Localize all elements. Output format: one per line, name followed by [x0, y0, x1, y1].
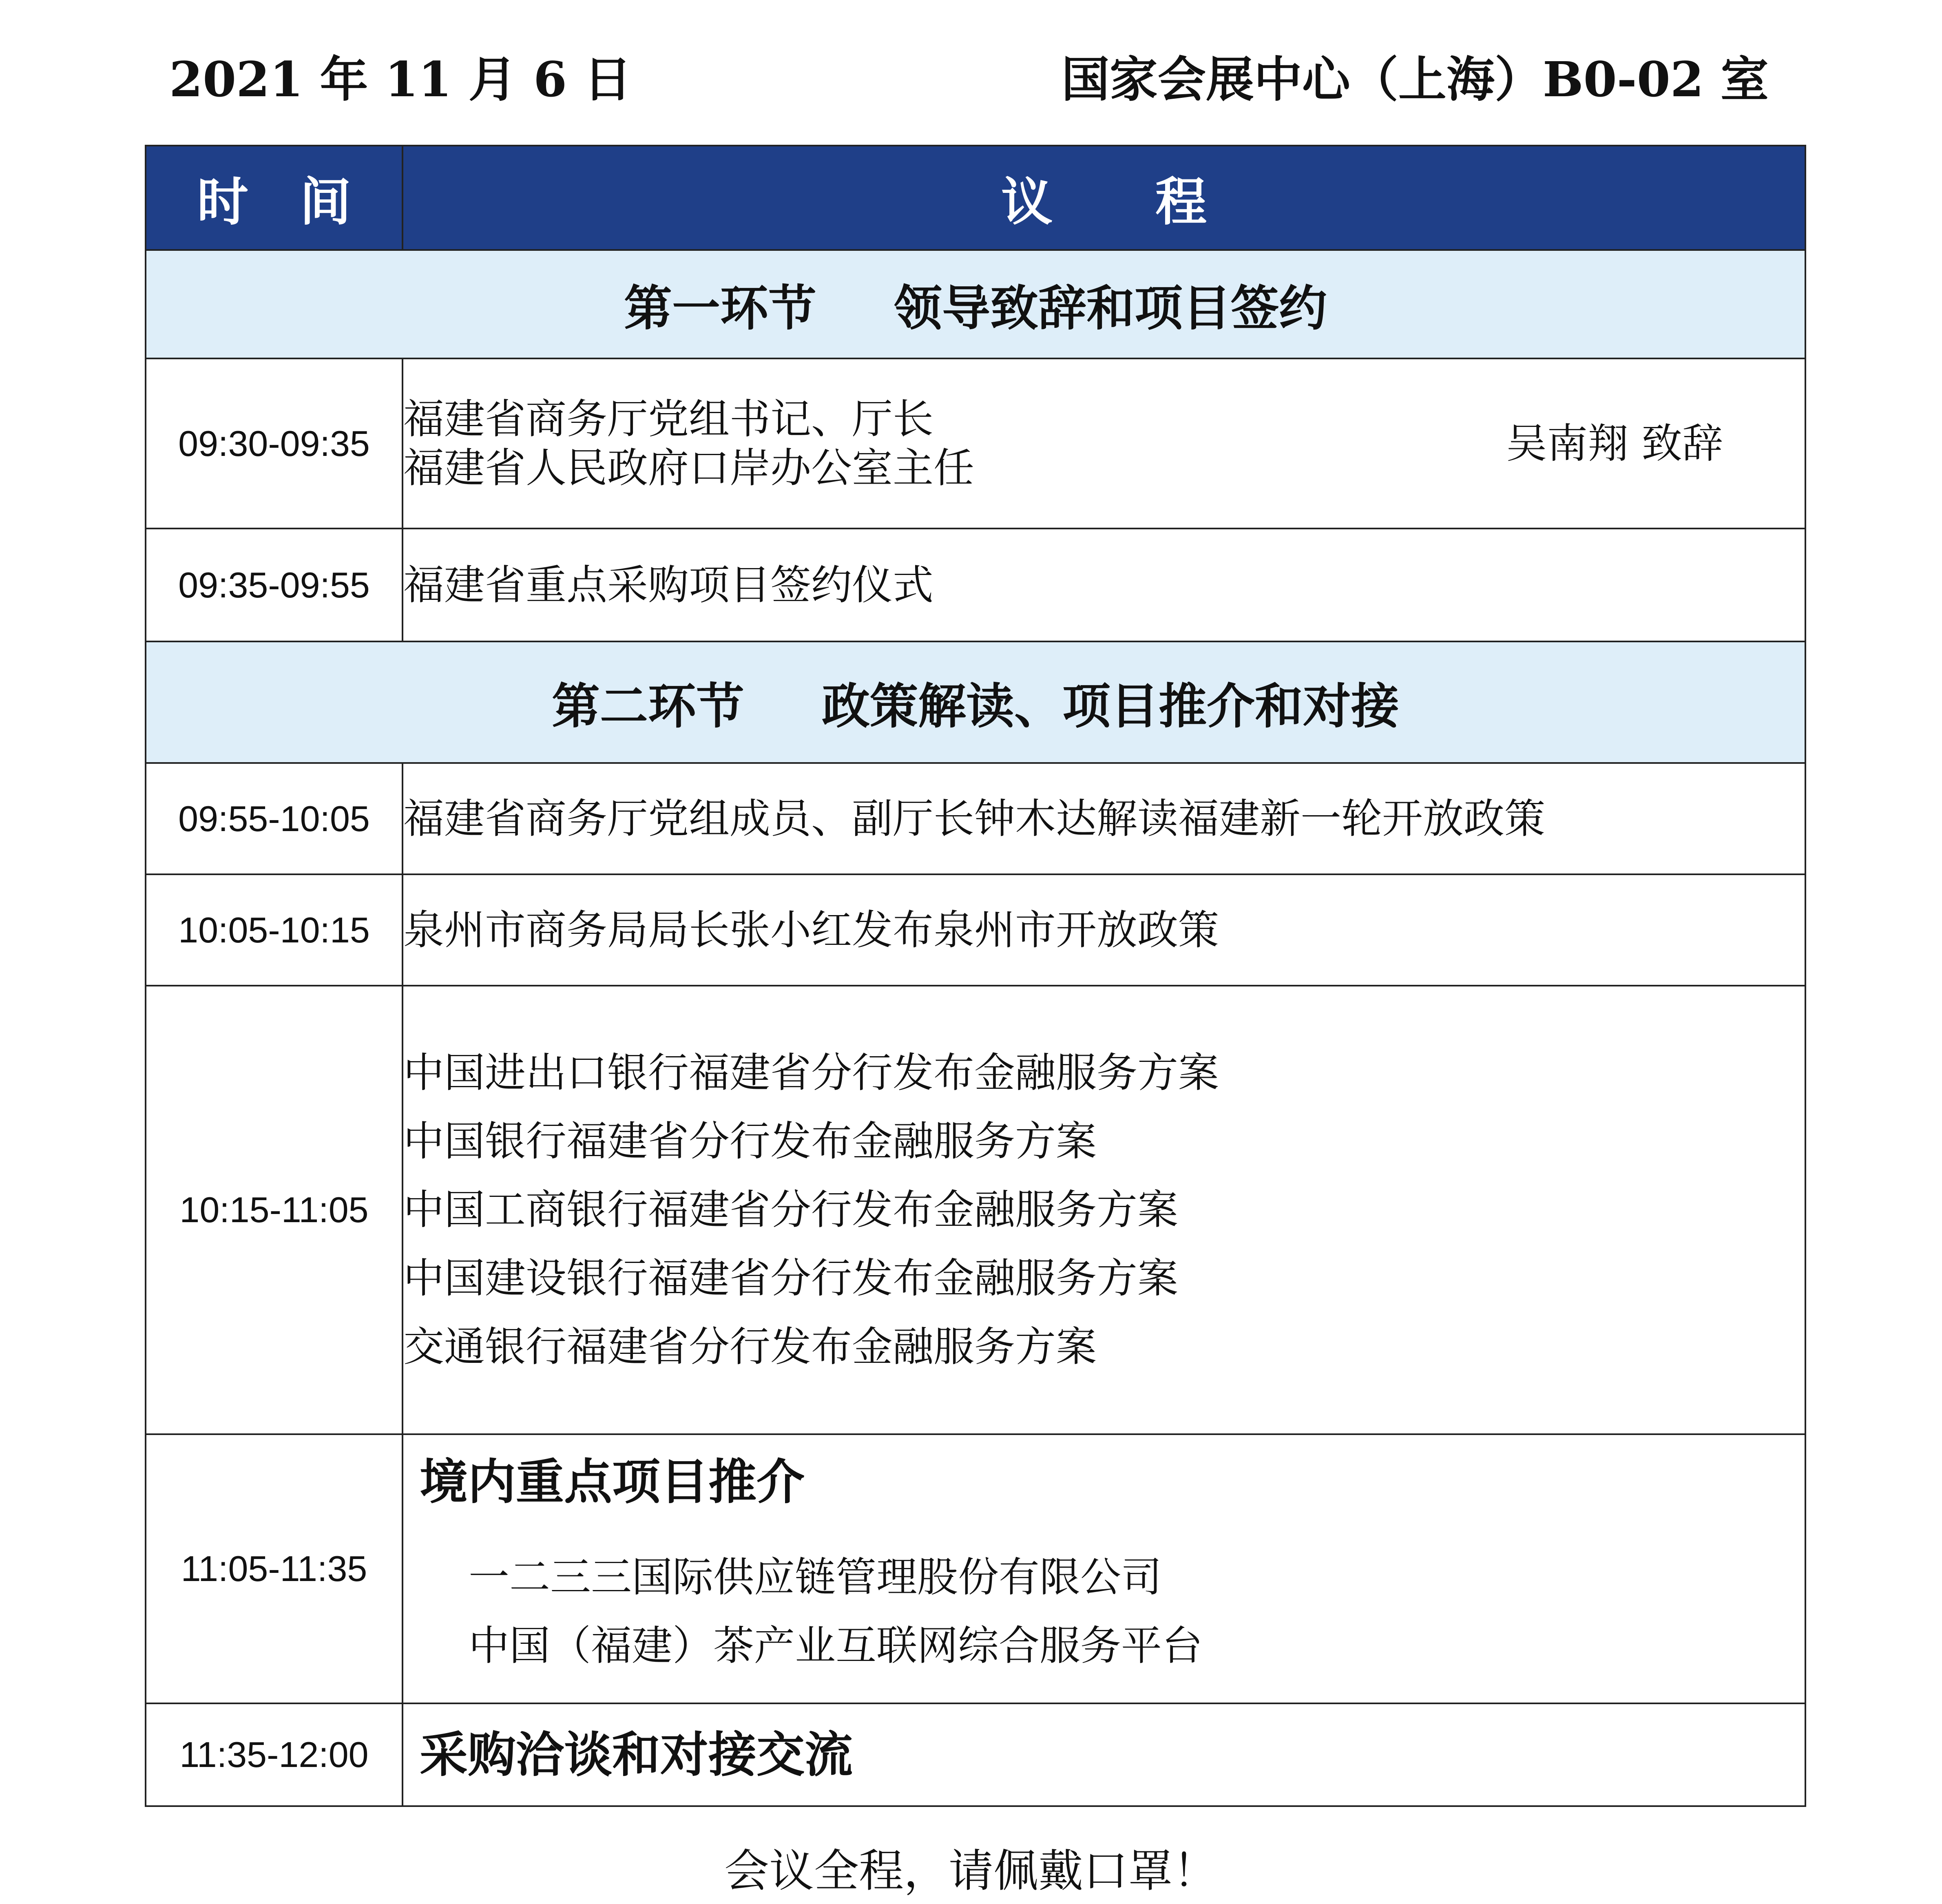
table-row [146, 986, 1805, 1434]
section-1-label: 第一环节 [624, 280, 816, 336]
time-cell: 11:05-11:35 [146, 1434, 403, 1703]
time-cell: 09:30-09:35 [146, 358, 403, 529]
bank-item: 中国银行福建省分行发布金融服务方案 [403, 1117, 1097, 1165]
subsection-title: 境内重点项目推介 [420, 1453, 805, 1510]
agenda-cell: 福建省商务厅党组成员、副厅长钟木达解读福建新一轮开放政策 [403, 763, 1805, 874]
table-row [146, 874, 1805, 986]
table-row [146, 1703, 1805, 1806]
mask-reminder: 会议全程，请佩戴口罩！ [724, 1845, 1218, 1897]
time-cell: 10:15-11:05 [146, 986, 403, 1434]
bank-item: 中国工商银行福建省分行发布金融服务方案 [403, 1186, 1178, 1234]
table-row [146, 763, 1805, 874]
column-header-time: 时 间 [146, 146, 403, 250]
section-row-2 [146, 641, 1805, 763]
agenda-cell [403, 1703, 1805, 1806]
time-cell: 11:35-12:00 [146, 1703, 403, 1806]
agenda-cell: 福建省重点采购项目签约仪式 [403, 529, 1805, 641]
section-2-heading [146, 641, 1805, 763]
time-cell: 09:35-09:55 [146, 529, 403, 641]
table-row [146, 529, 1805, 641]
section-1-heading [146, 250, 1805, 358]
agenda-cell [403, 358, 1805, 529]
meeting-date: 2021 年 11 月 6 日 [169, 51, 632, 108]
agenda-cell [403, 1434, 1805, 1703]
section-1-title: 领导致辞和项目签约 [894, 280, 1327, 336]
section-row-1 [146, 250, 1805, 358]
bank-item: 中国进出口银行福建省分行发布金融服务方案 [403, 1049, 1219, 1097]
speaker-name: 吴南翔 致辞 [1506, 419, 1723, 467]
speaker-title-line: 福建省商务厅党组书记、厅长 [403, 395, 933, 443]
time-cell: 10:05-10:15 [146, 874, 403, 986]
table-row [146, 358, 1805, 529]
project-item: 一二三三国际供应链管理股份有限公司 [469, 1553, 1162, 1601]
agenda-cell: 泉州市商务局局长张小红发布泉州市开放政策 [403, 874, 1805, 986]
agenda-cell [403, 986, 1805, 1434]
section-2-title: 政策解读、项目推介和对接 [822, 678, 1400, 734]
table-row [146, 1434, 1805, 1703]
section-2-label: 第二环节 [551, 678, 744, 734]
time-cell: 09:55-10:05 [146, 763, 403, 874]
subsection-title: 采购洽谈和对接交流 [420, 1726, 853, 1783]
table-header-row [146, 146, 1805, 250]
meeting-venue: 国家会展中心（上海）B0-02 室 [1061, 51, 1769, 108]
agenda-table [145, 145, 1806, 1807]
column-header-agenda: 议 程 [403, 146, 1805, 250]
bank-item: 中国建设银行福建省分行发布金融服务方案 [403, 1254, 1178, 1302]
speaker-title-line: 福建省人民政府口岸办公室主任 [403, 444, 974, 492]
bank-item: 交通银行福建省分行发布金融服务方案 [403, 1323, 1097, 1371]
project-item: 中国（福建）茶产业互联网综合服务平台 [469, 1622, 1203, 1670]
